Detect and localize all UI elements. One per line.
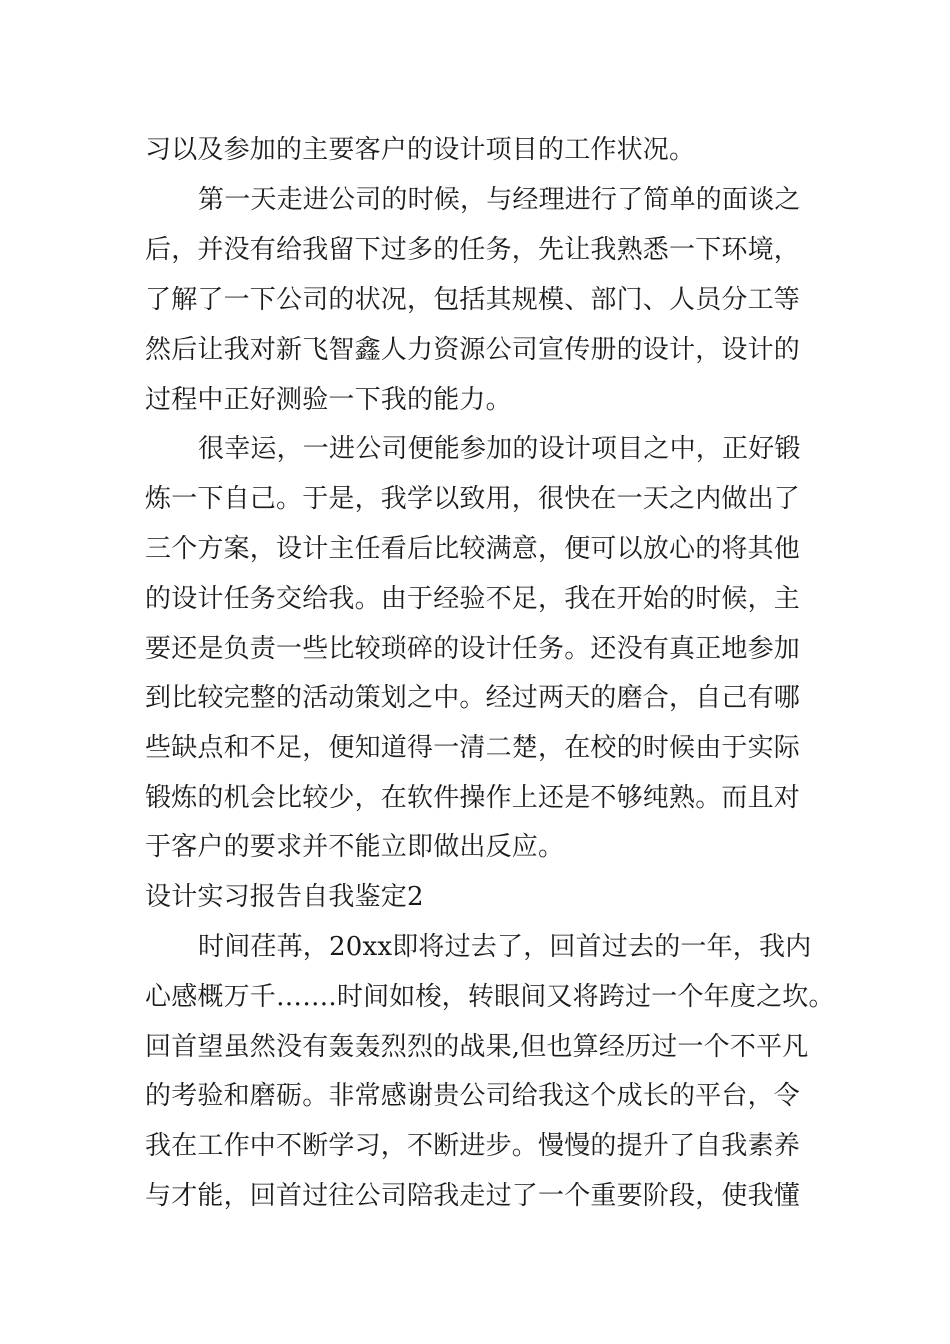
text-line-4: 了解了一下公司的状况，包括其规模、部门、人员分工等 <box>145 285 801 315</box>
text-line-19: 的考验和磨砺。非常感谢贵公司给我这个成长的平台，令 <box>145 1081 801 1111</box>
text-line-12: 到比较完整的活动策划之中。经过两天的磨合，自己有哪 <box>145 683 801 713</box>
text-line-5: 然后让我对新飞智鑫人力资源公司宣传册的设计，设计的 <box>145 335 801 365</box>
text-line-3: 后，并没有给我留下过多的任务，先让我熟悉一下环境， <box>145 235 801 265</box>
section-heading: 设计实习报告自我鉴定2 <box>145 882 424 912</box>
text-line-21: 与才能，回首过往公司陪我走过了一个重要阶段，使我懂 <box>145 1181 801 1211</box>
text-line-2: 第一天走进公司的时候，与经理进行了简单的面谈之 <box>198 185 801 215</box>
text-line-20: 我在工作中不断学习，不断进步。慢慢的提升了自我素养 <box>145 1131 801 1161</box>
text-line-18: 回首望虽然没有轰轰烈烈的战果,但也算经历过一个不平凡 <box>145 1032 809 1062</box>
text-line-11: 要还是负责一些比较琐碎的设计任务。还没有真正地参加 <box>145 634 801 664</box>
text-line-13: 些缺点和不足，便知道得一清二楚，在校的时候由于实际 <box>145 733 801 763</box>
text-line-16: 时间荏苒，20xx即将过去了，回首过去的一年，我内 <box>198 932 812 962</box>
text-line-9: 三个方案，设计主任看后比较满意，便可以放心的将其他 <box>145 534 801 564</box>
text-line-8: 炼一下自己。于是，我学以致用，很快在一天之内做出了 <box>145 484 801 514</box>
text-line-6: 过程中正好测验一下我的能力。 <box>145 385 512 415</box>
text-line-15: 于客户的要求并不能立即做出反应。 <box>145 832 565 862</box>
text-line-7: 很幸运，一进公司便能参加的设计项目之中，正好锻 <box>198 434 801 464</box>
text-line-10: 的设计任务交给我。由于经验不足，我在开始的时候，主 <box>145 584 801 614</box>
text-line-14: 锻炼的机会比较少，在软件操作上还是不够纯熟。而且对 <box>145 783 801 813</box>
text-line-17: 心感概万千…….时间如梭，转眼间又将跨过一个年度之坎。 <box>145 982 835 1012</box>
text-line-1: 习以及参加的主要客户的设计项目的工作状况。 <box>145 135 696 165</box>
